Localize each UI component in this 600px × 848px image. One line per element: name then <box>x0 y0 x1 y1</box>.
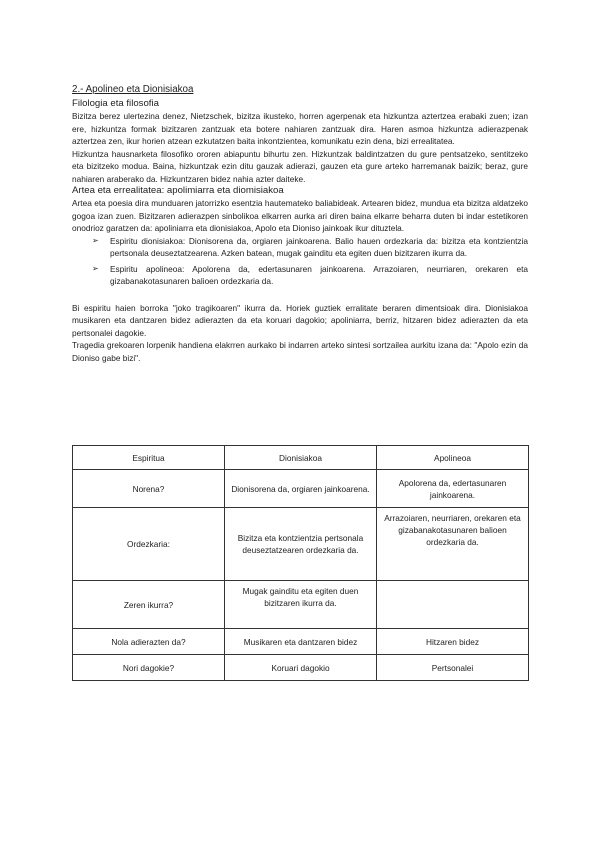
arrow-bullet-icon: ➢ <box>92 263 99 273</box>
document-body <box>72 84 528 364</box>
table-cell: Musikaren eta dantzaren bidez <box>225 629 377 655</box>
header-cell: Dionisiakoa <box>225 446 377 470</box>
table-cell: Norena? <box>73 470 225 508</box>
paragraph: Bizitza berez ulertezina denez, Nietzschek, bizitza ikusteko, horren agerpenak eta hizkuntza aztertzea erabaki zuen; izan ere, hizkuntza formak bizitzaren zantzuak eta botere nahiaren zantzuak dira. Haren asmoa hizkuntza adierazpenak aztertzea zen, ikur horien atzean ezkutatzen baita inkontzientea, komunikatu ezin dena, bizi errealitatea. <box>72 111 528 146</box>
subheading-filologia: Filologia eta filosofia <box>72 98 159 109</box>
table-cell: Koruari dagokio <box>225 655 377 681</box>
section-heading: 2.- Apolineo eta Dionisiakoa <box>72 84 194 95</box>
arrow-bullet-icon: ➢ <box>92 235 99 245</box>
paragraph: Tragedia grekoaren lorpenik handiena elakrren aurkako bi indarren arteko sintesi sortzailea aurkitu izana da: "Apolo ezin da Dioniso gabe bizi". <box>72 340 528 363</box>
table-cell: Arrazoiaren, neurriaren, orekaren eta gizabanakotasunaren balioen ordezkaria da. <box>377 508 529 581</box>
table-row <box>73 508 529 581</box>
table-row <box>73 470 529 508</box>
table-cell: Nola adierazten da? <box>73 629 225 655</box>
table-cell: Dionisorena da, orgiaren jainkoarena. <box>225 470 377 508</box>
table-cell: Ordezkaria: <box>73 508 225 581</box>
list-item-text: Espiritu apolineoa: Apolorena da, edertasunaren jainkoarena. Arrazoiaren, neurriaren, orekaren eta gizabanakotasunaren balioen ordezkaria da. <box>110 263 528 286</box>
table-cell: Mugak gainditu eta egiten duen bizitzaren ikurra da. <box>225 581 377 629</box>
list-item <box>92 235 528 260</box>
table-row <box>73 581 529 629</box>
table-cell: Apolorena da, edertasunaren jainkoarena. <box>377 470 529 508</box>
table-row <box>73 655 529 681</box>
table-cell: Hitzaren bidez <box>377 629 529 655</box>
spacer <box>72 291 528 302</box>
list-item <box>92 263 528 288</box>
table-row <box>73 629 529 655</box>
header-cell: Apolineoa <box>377 446 529 470</box>
header-cell: Espiritua <box>73 446 225 470</box>
subheading-artea: Artea eta errealitatea: apolimiarra eta diomisiakoa <box>72 185 284 196</box>
table-cell: Zeren ikurra? <box>73 581 225 629</box>
summary-table <box>72 445 529 681</box>
bullet-list <box>72 235 528 288</box>
paragraph: Hizkuntza hausnarketa filosofiko ororen abiapuntu bihurtu zen. Hizkuntzak baldintzatzen du gure pentsatzeko, sentitzeko eta bizitzeko modua. Baina, hizkuntzak ezin ditu gauzak adierazi, gauzen eta gure arteko harremanak baizik; beraz, gure nahiaren araberako da. Hizkuntzaren bidez nahia azter daiteke. <box>72 148 528 184</box>
table-cell: Nori dagokie? <box>73 655 225 681</box>
table-cell: Bizitza eta kontzientzia pertsonala deuseztatzearen ordezkaria da. <box>225 508 377 581</box>
table-header-row <box>73 446 529 470</box>
paragraph: Bi espiritu haien borroka "joko tragikoaren" ikurra da. Horiek guztiek erralitate beraren dimentsioak dira. Dionisiakoa musikaren eta dantzaren bidez adierazten da eta koruari dagokio; apoliniarra, berriz, hitzaren bidez adierazten da eta pertsonalei dagokie. <box>72 302 528 338</box>
list-item-text: Espiritu dionisiakoa: Dionisorena da, orgiaren jainkoarena. Balio hauen ordezkaria da: bizitza eta kontzientzia pertsonala deuseztatzearena. Azken batean, mugak gainditu eta egiten duen bizitzaren ikurra da. <box>110 235 528 258</box>
table-cell <box>377 581 529 629</box>
table-cell: Pertsonalei <box>377 655 529 681</box>
paragraph: Artea eta poesia dira munduaren jatorrizko esentzia hautemateko baliabideak. Artearen bidez, mundua eta bizitza aldatzeko gogoa izan zuen. Bizitzaren adierazpen sinbolikoa elkarren aurka ari diren baina elkarre beharra duten bi indar estetikoren onodrioz garatzen da: apoliniarra eta dionisiakoa, Apolo eta Dioniso jainkoak ikur dituztela. <box>72 198 528 233</box>
